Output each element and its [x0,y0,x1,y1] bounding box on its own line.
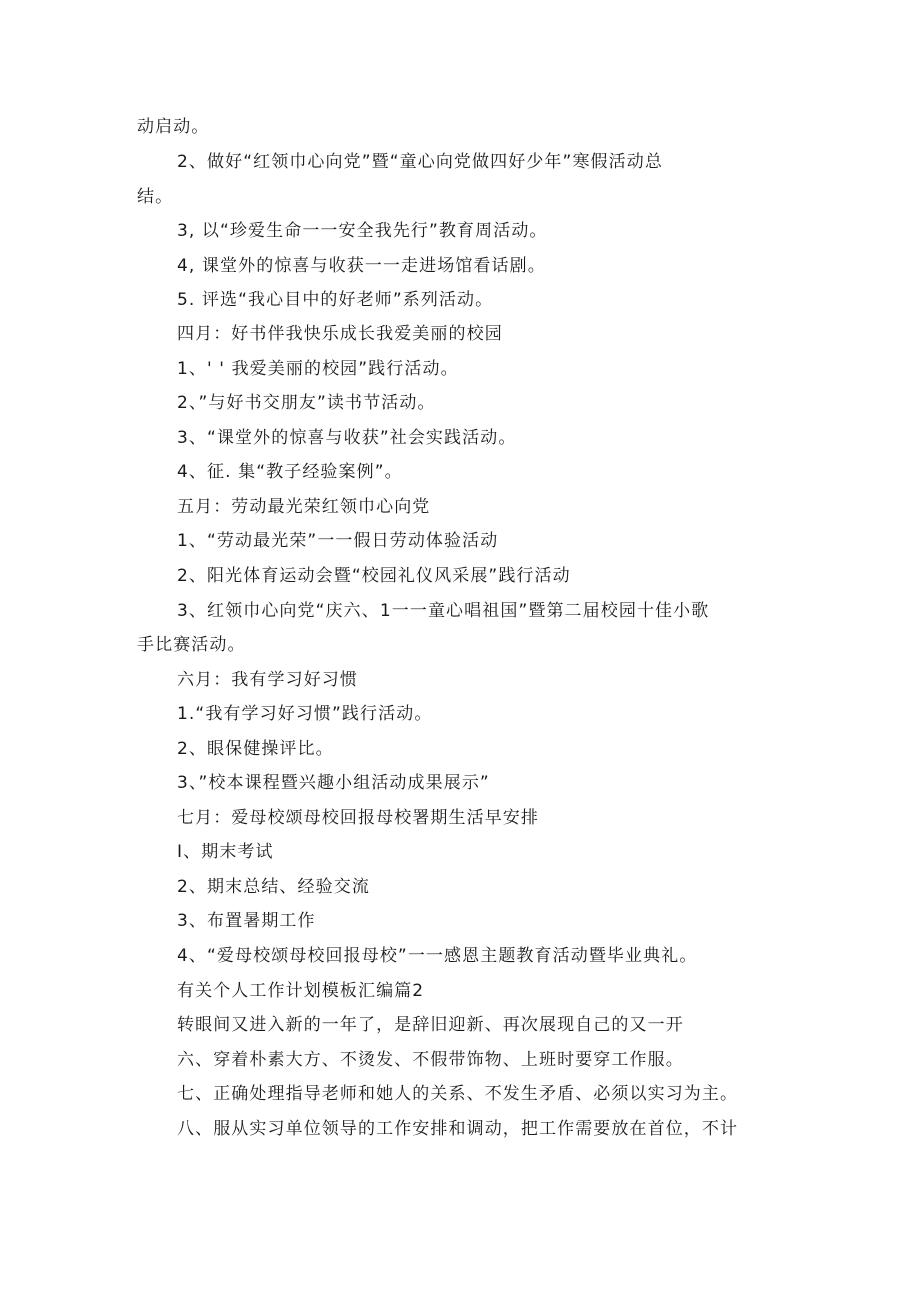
text-line: 2、期末总结、经验交流 [177,877,370,897]
text-line: 2、阳光体育运动会暨“校园礼仪风采展”践行活动 [177,566,571,586]
text-line: 5. 评选“我心目中的好老师”系列活动。 [177,290,494,310]
section-heading: 七月：爱母校颂母校回报母校署期生活早安排 [177,808,539,828]
text-line: 八、服从实习单位领导的工作安排和调动，把工作需要放在首位，不计 [177,1119,739,1139]
text-line: 4, 课堂外的惊喜与收获一一走进场馆看话剧。 [177,256,546,276]
section-heading: 四月：好书伴我快乐成长我爱美丽的校园 [177,324,503,344]
text-line: 1、' ' 我爱美丽的校园”践行活动。 [177,359,459,379]
text-line: 3, 以“珍爱生命一一安全我先行”教育周活动。 [177,221,548,241]
text-line: 1、“劳动最光荣”一一假日劳动体验活动 [177,531,499,551]
text-line: 六、穿着朴素大方、不烫发、不假带饰物、上班时要穿工作服。 [177,1050,684,1070]
text-line: 2、眼保健操评比。 [177,739,334,759]
text-line: 3、“课堂外的惊喜与收获”社会实践活动。 [177,428,517,448]
section-heading: 五月：劳动最光荣红领巾心向党 [177,497,431,517]
text-line: 七、正确处理指导老师和她人的关系、不发生矛盾、必须以实习为主。 [177,1084,739,1104]
text-line: 转眼间又进入新的一年了，是辞旧迎新、再次展现自己的又一开 [177,1015,684,1035]
text-line: 2、”与好书交朋友”读书节活动。 [177,393,436,413]
section-heading: 有关个人工作计划模板汇编篇2 [177,981,425,1001]
text-line: 1.“我有学习好习惯”践行活动。 [177,704,433,724]
text-line: 4、“爱母校颂母校回报母校”一一感恩主题教育活动暨毕业典礼。 [177,946,698,966]
text-line: 2、做好“红领巾心向党”暨“童心向党做四好少年”寒假活动总 [177,152,663,172]
section-heading: 六月：我有学习好习惯 [177,670,358,690]
text-line: 结。 [137,187,174,207]
text-line: 3、”校本课程暨兴趣小组活动成果展示” [177,773,490,793]
text-line: 4、征. 集“教子经验案例”。 [177,462,403,482]
text-line: 动启动。 [137,117,210,137]
text-line: I、期末考试 [177,842,274,862]
text-line: 手比赛活动。 [137,635,246,655]
text-line: 3、红领巾心向党“庆六、1一一童心唱祖国”暨第二届校园十佳小歌 [177,601,710,621]
text-line: 3、布置暑期工作 [177,911,316,931]
